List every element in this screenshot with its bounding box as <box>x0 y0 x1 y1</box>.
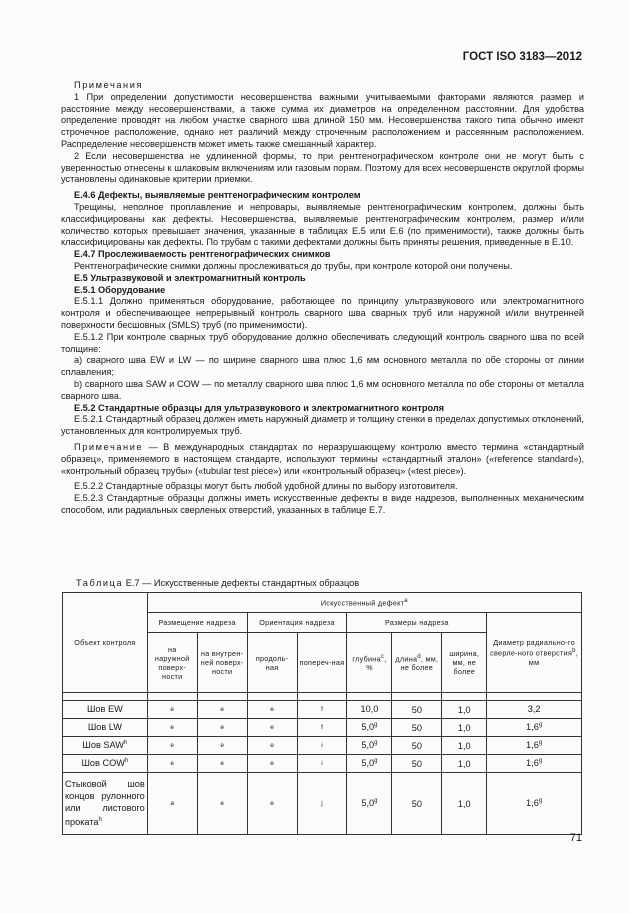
diameter-value: 1,6$^g$ <box>487 737 582 755</box>
row-object: Шов SAW$^h$ <box>63 737 148 755</box>
note-terms <box>61 442 584 477</box>
header-artificial-defect: Искусственный дефект$^a$ <box>147 593 581 613</box>
standard-header: ГОСТ ISO 3183—2012 <box>462 51 582 63</box>
diameter-value: 1,6$^g$ <box>487 755 582 773</box>
note-2: 2 Если несовершенства не удлиненной формы, то при рентгенографическом контроле они не могут быть с уверенностью отнесены к шлаковым включениям или газовым порам. Поэтому для всех несовершенств округлой формы установлены одинаковые критерии приемки. <box>61 150 584 185</box>
row-object: Стыковой шов концов рулонного или листового проката$^h$ <box>63 773 148 835</box>
paragraph-e47: Рентгенографические снимки должны прослеживаться до трубы, при контроле которой они получены. <box>74 260 513 271</box>
table-row: Шов LW e e e f 5,0$^g$ 50 1,0 1,6$^g$ <box>63 719 582 737</box>
heading-e46: Е.4.6 Дефекты, выявляемые рентгенографическим контролем <box>74 190 361 201</box>
row-object: Шов LW <box>63 719 148 737</box>
item-a: a) сварного шва EW и LW — по ширине сварного шва плюс 1,6 мм основного металла по обе стороны от линии сплавления; <box>61 355 584 378</box>
table-title: Е.7 — Искусственные дефекты стандартных образцов <box>123 578 360 588</box>
row-object: Шов COW$^h$ <box>63 755 148 773</box>
header-hole-diameter: Диаметр радиально-го сверле-ного отверстия$^b$, мм <box>487 613 582 693</box>
notes-heading: Примечания <box>74 80 144 90</box>
header-transverse: попереч-ная <box>297 633 347 693</box>
note-label: Примечание <box>74 441 144 452</box>
heading-e5: Е.5 Ультразвуковой и электромагнитный контроль <box>74 272 306 283</box>
table-row: Стыковой шов концов рулонного или листового проката$^h$ a e e j 5,0$^g$ 50 1,0 1,6$^g$ <box>63 773 582 835</box>
page-number: 71 <box>569 832 582 844</box>
depth-value: 5,0$^g$ <box>347 755 392 773</box>
header-longitudinal: продоль-ная <box>247 633 297 693</box>
table-caption <box>76 578 359 588</box>
heading-e47: Е.4.7 Прослеживаемость рентгенографических снимков <box>74 249 331 260</box>
paragraph-e521: Е.5.2.1 Стандартный образец должен иметь наружный диаметр и толщину стенки в пределах допустимых отклонений, установленных для контролируемых труб. <box>61 414 584 437</box>
heading-e52: Е.5.2 Стандартные образцы для ультразвукового и электромагнитного контроля <box>74 402 445 413</box>
paragraph-e522: Е.5.2.2 Стандартные образцы могут быть любой удобной длины по выбору изготовителя. <box>74 481 458 492</box>
table-row: Шов SAW$^h$ e e e i 5,0$^g$ 50 1,0 1,6$^g$ <box>63 737 582 755</box>
depth-value: 5,0$^g$ <box>347 719 392 737</box>
paragraph-e511: Е.5.1.1 Должно применяться оборудование, работающее по принципу ультразвукового или электромагнитного контроля и обеспечивающее непрерывный контроль сварного шва сварных труб или наружной и/или внутренней поверхности бесшовных (SMLS) труб (по применимости). <box>61 296 584 330</box>
note-1: 1 При определении допустимости несовершенства важными учитываемыми факторами являются размер и расстояние между несовершенствами, а также сумма их диаметров на определенном расстоянии. Для удобства определение проводят на любом участке сварного шва длиной 150 мм. Несовершенства такого типа обычно имеют строчечное расположение, однако нет различий между строчечным расположением и рассеянным расположением. Распределение несовершенств может иметь также смешанный характер. <box>61 91 584 149</box>
depth-value: 5,0$^g$ <box>347 737 392 755</box>
header-object: Объект контроля <box>63 593 148 693</box>
item-b: b) сварного шва SAW и COW — по металлу сварного шва плюс 1,6 мм основного металла по обе стороны от металла сварного шва. <box>61 378 584 401</box>
header-width: ширина, мм, не более <box>442 633 487 693</box>
header-notch-orientation: Ориентация надреза <box>247 613 347 633</box>
paragraph-e512: Е.5.1.2 При контроле сварных труб оборудование должно обеспечивать следующий контроль сварного шва по всей толщине: <box>61 331 584 354</box>
document-body <box>61 80 584 517</box>
diameter-value: 1,6$^g$ <box>487 773 582 835</box>
defects-table <box>62 592 582 835</box>
depth-value: 10,0 <box>347 701 392 719</box>
table-label: Таблица <box>76 578 124 588</box>
header-length: длина$^d$, мм, не более <box>392 633 442 693</box>
heading-e51: Е.5.1 Оборудование <box>74 284 166 295</box>
diameter-value: 1,6$^g$ <box>487 719 582 737</box>
depth-value: 5,0$^g$ <box>347 773 392 835</box>
table-row: Шов COW$^h$ e e e i 5,0$^g$ 50 1,0 1,6$^g$ <box>63 755 582 773</box>
header-outer-surface: на наружной поверх-ности <box>147 633 197 693</box>
note-terms-text: — В международных стандартах по неразрушающему контролю вместо термина «стандартный образец», применяемого в настоящем стандарте, используют термины «стандартный эталон» («reference standard»), «контрольный образец трубы» («tubular test piece») или «контрольный образец» («test piece»). <box>61 441 584 476</box>
header-depth: глубина$^c$, % <box>347 633 392 693</box>
header-notch-size: Размеры надреза <box>347 613 487 633</box>
paragraph-e46: Трещины, неполное проплавление и непровары, выявляемые рентгенографическим контролем, должны быть классифицированы как дефекты. Несовершенства, выявляемые рентгенографическим контролем, размер и/или количество которых превышает значения, указанные в таблицах Е.5 или Е.6 (по применимости), также должны быть классифицированы как дефекты. По трубам с такими дефектами должны быть приняты решения, приведенные в Е.10. <box>61 201 584 248</box>
header-notch-location: Размещение надреза <box>147 613 247 633</box>
diameter-value: 3,2 <box>487 701 582 719</box>
table-row: Шов EW e e e f 10,0 50 1,0 3,2 <box>63 701 582 719</box>
row-object: Шов EW <box>63 701 148 719</box>
header-inner-surface: на внутрен-ней поверх-ности <box>197 633 247 693</box>
paragraph-e523: Е.5.2.3 Стандартные образцы должны иметь искусственные дефекты в виде надрезов, выполненных механическим способом, или радиальных сверленых отверстий, указанных в таблице Е.7. <box>61 493 584 515</box>
